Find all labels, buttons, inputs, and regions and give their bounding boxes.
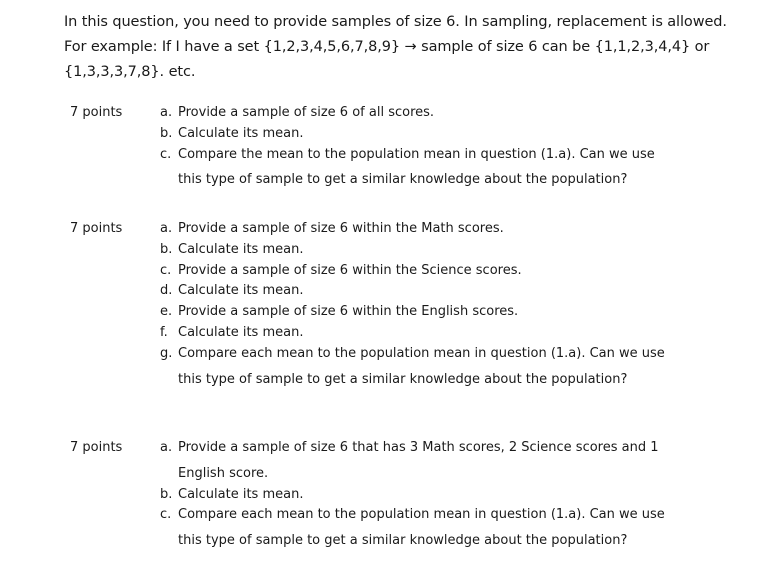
item-text: Compare each mean to the population mean in question (1.a). Can we use this type of sample to get a similar knowledge about the population? — [178, 507, 665, 549]
item-marker: b. — [160, 486, 173, 502]
intro-line-2: For example: If I have a set {1,2,3,4,5,6,7,8,9} → sample of size 6 can be {1,1,2,3,4,4} or — [64, 39, 710, 55]
intro-line-1: In this question, you need to provide samples of size 6. In sampling, replacement is allowed. — [64, 14, 727, 30]
item-text: Calculate its mean. — [178, 241, 304, 257]
item-marker: a. — [160, 221, 173, 236]
item-marker: b. — [160, 125, 173, 141]
item-text: Compare the mean to the population mean in question (1.a). Can we use this type of sample to get a similar knowledge about the population? — [178, 146, 655, 188]
question-3-items — [160, 440, 680, 554]
item-marker: c. — [160, 507, 172, 523]
list-item — [160, 341, 680, 393]
item-text: Provide a sample of size 6 within the Math scores. — [178, 221, 504, 236]
item-marker: c. — [160, 146, 172, 162]
item-marker: b. — [160, 241, 173, 257]
item-text: Calculate its mean. — [178, 486, 304, 502]
item-text: Provide a sample of size 6 within the English scores. — [178, 304, 519, 320]
item-marker: d. — [160, 283, 173, 299]
item-text: Provide a sample of size 6 of all scores. — [178, 105, 435, 120]
item-marker: e. — [160, 304, 173, 320]
list-item — [160, 502, 680, 554]
item-marker: f. — [160, 324, 168, 340]
item-marker: g. — [160, 345, 173, 361]
list-item — [160, 435, 680, 487]
intro-paragraph — [64, 10, 744, 85]
question-2-points: 7 points — [70, 221, 123, 236]
item-marker: a. — [160, 105, 173, 120]
item-text: Compare each mean to the population mean in question (1.a). Can we use this type of sample to get a similar knowledge about the population? — [178, 345, 665, 387]
question-3-points: 7 points — [70, 440, 123, 455]
item-marker: a. — [160, 440, 173, 455]
item-marker: c. — [160, 262, 172, 278]
item-text: Provide a sample of size 6 that has 3 Math scores, 2 Science scores and 1 English score. — [178, 440, 659, 481]
item-text: Calculate its mean. — [178, 324, 304, 340]
intro-line-3: {1,3,3,3,7,8}. etc. — [64, 64, 196, 80]
item-text: Calculate its mean. — [178, 283, 304, 299]
question-1-items — [160, 105, 680, 193]
question-1-points: 7 points — [70, 105, 123, 120]
item-text: Calculate its mean. — [178, 125, 304, 141]
item-text: Provide a sample of size 6 within the Science scores. — [178, 262, 522, 278]
question-2-items — [160, 221, 680, 392]
list-item — [160, 142, 680, 194]
